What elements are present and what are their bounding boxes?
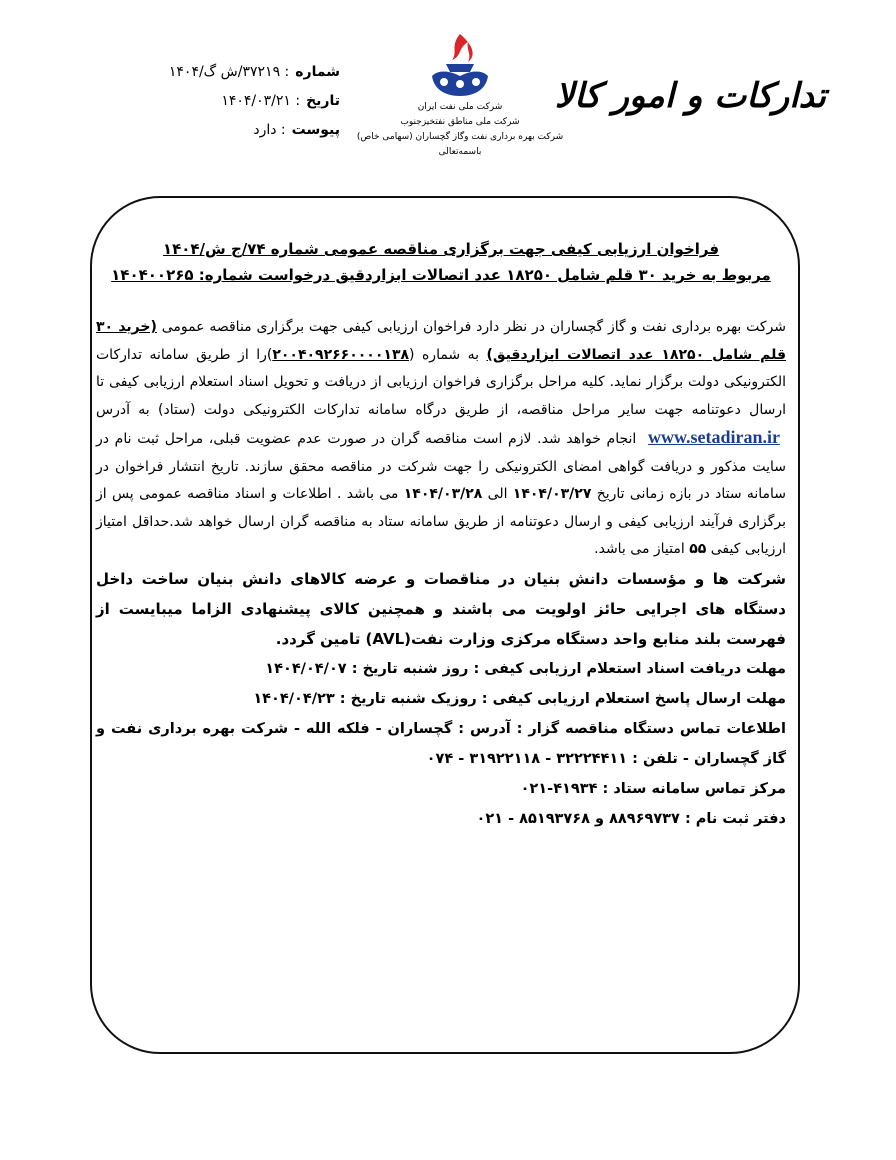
announcement-title-line1: فراخوان ارزیابی کیفی جهت برگزاری مناقصه عمومی شماره ۷۴/ج ش/۱۴۰۴ (162, 240, 720, 258)
company-name-line: شرکت ملی نفت ایران (417, 102, 503, 112)
letter-date-row (60, 87, 340, 116)
letter-date-value: : ۱۴۰۴/۰۳/۲۱ (221, 93, 301, 109)
letter-number-value: : ۳۷۲۱۹/ش گ/۱۴۰۴ (168, 64, 290, 80)
announcement-title-line2: مربوط به خرید ۳۰ قلم شامل ۱۸۲۵۰ عدد اتصالات ابزاردقیق درخواست شماره: ۱۴۰۴۰۰۲۶۵ (111, 266, 771, 284)
department-calligraphy-title: تدارکات و امور کالا (554, 76, 826, 116)
company-name-line: شرکت ملی مناطق نفتخیزجنوب (400, 117, 520, 127)
setadiran-link[interactable]: www.setadiran.ir (648, 427, 780, 447)
letter-attachment-label: پیوست (291, 122, 340, 138)
paragraph-text: شرکت بهره برداری نفت و گاز گچساران در نظر دارد فراخوان ارزیابی کیفی جهت برگزاری مناقصه عمومی (161, 319, 786, 335)
minimum-score: ۵۵ (689, 541, 707, 557)
publish-date-from: ۱۴۰۴/۰۳/۲۷ (512, 486, 592, 502)
paragraph-text: به شماره ( (409, 346, 480, 363)
company-name-line: شرکت بهره برداری نفت وگاز گچساران (سهامی خاص) (356, 132, 564, 142)
paragraph-text: می باشد . اطلاعات و اسناد مناقصه عمومی پس از برگزاری فرآیند ارزیابی کیفی و ارسال دعوتنامه از طریق سامانه ستاد به مناقصه گران ارسال خواهد شد.حداقل امتیاز ارزیابی کیفی (96, 486, 786, 557)
letter-number-row (60, 58, 340, 87)
setad-call-center: مرکز تماس سامانه ستاد : ۴۱۹۳۴-۰۲۱ (520, 780, 786, 797)
announcement-paragraph (96, 314, 786, 564)
letter-number-label: شماره (295, 64, 340, 80)
deadline-receive: مهلت دریافت اسناد استعلام ارزیابی کیفی : روز شنبه تاریخ : ۱۴۰۴/۰۴/۰۷ (265, 660, 786, 677)
letter-date-label: تاریخ (306, 93, 340, 109)
letter-meta (60, 58, 340, 145)
paragraph-text: الی (487, 486, 508, 502)
publish-date-to: ۱۴۰۴/۰۳/۲۸ (403, 486, 483, 502)
company-logo-block (340, 30, 580, 160)
letter-attachment-row (60, 116, 340, 145)
deadline-send: مهلت ارسال پاسخ استعلام ارزیابی کیفی : روزیک شنبه تاریخ : ۱۴۰۴/۰۴/۲۳ (253, 690, 786, 707)
contact-info: اطلاعات تماس دستگاه مناقصه گزار : آدرس : گچساران - فلکه الله - شرکت بهره برداری نفت و گاز گچساران - تلفن : ۳۲۲۲۴۴۱۱ - ۳۱۹۲۲۱۱۸ - ۰۷۴ (96, 720, 786, 767)
letter-attachment-value: : دارد (253, 122, 286, 138)
tender-number: ۲۰۰۴۰۹۲۶۶۰۰۰۰۱۳۸ (272, 346, 410, 363)
paragraph-text: )را از طریق سامانه تدارکات الکترونیکی دولت برگزار نماید. کلیه مراحل برگزاری فراخوان ارزیابی از دریافت و تحویل اسناد استعلام ارزیابی کیفی تا ارسال دعوتنامه جهت سایر مراحل مناقصه، از طریق درگاه سامانه تدارکات الکترونیکی دولت (ستاد) به آدرس (96, 346, 786, 418)
nioc-flame-logo (428, 30, 492, 100)
registration-office: دفتر ثبت نام : ۸۸۹۶۹۷۳۷ و ۸۵۱۹۳۷۶۸ - ۰۲۱ (476, 810, 786, 827)
paragraph-text: امتیاز می باشد. (594, 541, 685, 557)
knowledge-based-priority-note: شرکت ها و مؤسسات دانش بنیان در مناقصات و عرضه کالاهای دانش بنیان ساخت داخل دستگاه های اجرایی حائز اولویت می باشند و همچنین کالای پیشنهادی الزاما میبایست از فهرست بلند منابع واحد دستگاه مرکزی وزارت نفت(AVL) تامین گردد. (96, 569, 786, 648)
tender-subject: (خرید ۳۰ قلم شامل ۱۸۲۵۰ عدد اتصالات ابزاردقیق) (96, 319, 787, 363)
invocation-line: باسمه‌تعالی (438, 147, 482, 157)
announcement-content (96, 236, 786, 834)
paragraph-text: انجام خواهد شد. لازم است مناقصه گران در صورت عدم عضویت قبلی، مراحل ثبت نام در سایت مذکور و دریافت گواهی امضای الکترونیکی را جهت شرکت در مناقصه محقق سازند. تاریخ انتشار فراخوان در سامانه ستاد در بازه زمانی تاریخ (96, 431, 787, 502)
